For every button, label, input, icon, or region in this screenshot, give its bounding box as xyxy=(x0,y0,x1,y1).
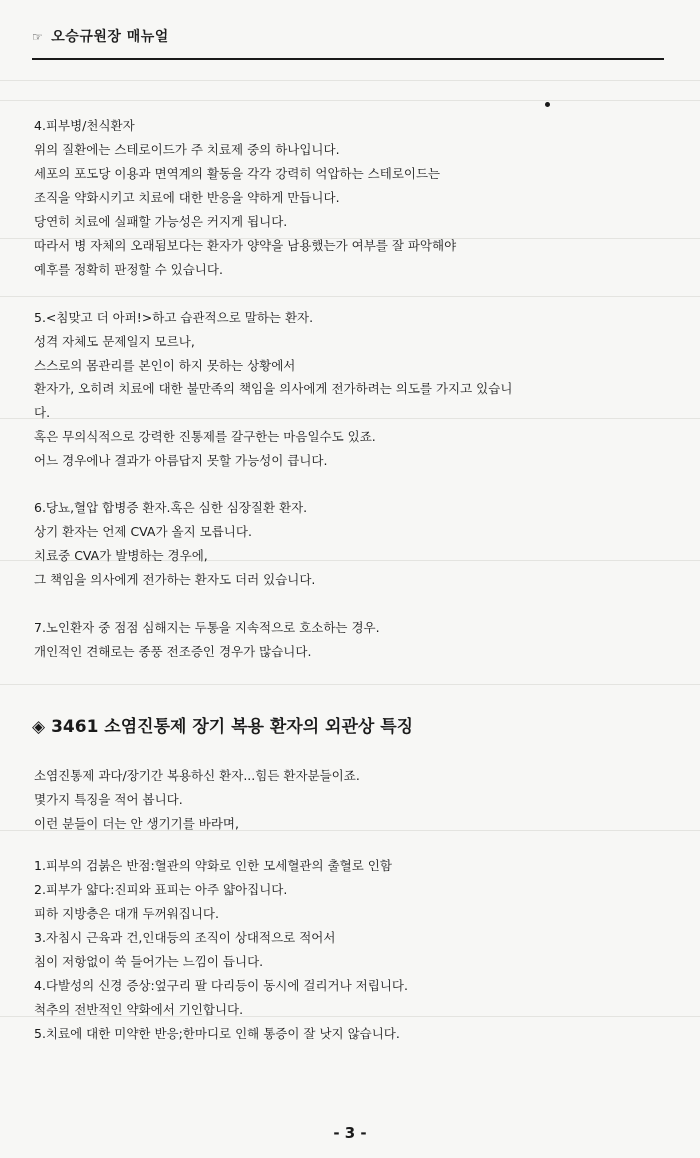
section-4-title: 4.피부병/천식환자 xyxy=(34,118,135,133)
text-line: 치료중 CVA가 발병하는 경우에, xyxy=(34,548,208,563)
intro-line: 이런 분들이 더는 안 생기기를 바라며, xyxy=(34,816,239,831)
text-line: 성격 자체도 문제일지 모르나, xyxy=(34,334,195,349)
section-5-title: 5.<침맞고 더 아퍼!>하고 습관적으로 말하는 환자. xyxy=(34,310,314,325)
text-line: 따라서 병 자체의 오래됨보다는 환자가 양약을 남용했는가 여부를 잘 파악해야 xyxy=(34,238,457,253)
text-line: 예후를 정확히 판정할 수 있습니다. xyxy=(34,262,223,277)
text-line: 어느 경우에나 결과가 아름답지 못할 가능성이 큽니다. xyxy=(34,453,328,468)
text-line: 상기 환자는 언제 CVA가 올지 모릅니다. xyxy=(34,524,252,539)
header-title: 오승규원장 매뉴얼 xyxy=(51,29,169,45)
feature-line: 5.치료에 대한 미약한 반응;한마디로 인해 통증이 잘 낫지 않습니다. xyxy=(34,1026,400,1041)
show-through xyxy=(0,296,700,297)
feature-line: 척추의 전반적인 약화에서 기인합니다. xyxy=(34,1002,244,1017)
diamond-bullet-icon: ◈ xyxy=(32,717,46,737)
section-7-title: 7.노인환자 중 점점 심해지는 두통을 지속적으로 호소하는 경우. xyxy=(34,620,380,635)
text-line: 환자가, 오히려 치료에 대한 불만족의 책임을 의사에게 전가하려는 의도를 가지고 있습니 xyxy=(34,381,513,396)
text-line: 조직을 약화시키고 치료에 대한 반응을 약하게 만듭니다. xyxy=(34,190,340,205)
text-line: 다. xyxy=(34,405,51,420)
section-heading xyxy=(32,712,413,737)
speck xyxy=(545,102,550,107)
page-number: - 3 - xyxy=(333,1124,367,1142)
pointing-hand-icon: ☞ xyxy=(32,30,44,44)
page-header xyxy=(32,26,169,46)
section-6-title: 6.당뇨,혈압 합병증 환자.혹은 심한 심장질환 환자. xyxy=(34,500,308,515)
section-heading-text: 3461 소염진통제 장기 복용 환자의 외관상 특징 xyxy=(51,717,414,737)
show-through xyxy=(0,684,700,685)
header-rule xyxy=(32,58,664,60)
text-line: 그 책임을 의사에게 전가하는 환자도 더러 있습니다. xyxy=(34,572,316,587)
feature-line: 2.피부가 얇다:진피와 표피는 아주 얇아집니다. xyxy=(34,882,288,897)
text-line: 세포의 포도당 이용과 면역계의 활동을 각각 강력히 억압하는 스테로이드는 xyxy=(34,166,441,181)
feature-line: 4.다발성의 신경 증상:엎구리 팔 다리등이 동시에 걸리거나 저립니다. xyxy=(34,978,408,993)
intro-line: 소염진통제 과다/장기간 복용하신 환자...힘든 환자분들이죠. xyxy=(34,768,360,783)
show-through xyxy=(0,100,700,101)
text-line: 혹은 무의식적으로 강력한 진통제를 갈구한는 마음일수도 있죠. xyxy=(34,429,376,444)
text-line: 당연히 치료에 실패할 가능성은 커지게 됩니다. xyxy=(34,214,288,229)
text-line: 스스로의 몸관리를 본인이 하지 못하는 상황에서 xyxy=(34,358,296,373)
text-line: 개인적인 견해로는 종풍 전조증인 경우가 많습니다. xyxy=(34,644,312,659)
feature-line: 피하 지방층은 대개 두꺼워집니다. xyxy=(34,906,219,921)
intro-line: 몇가지 특징을 적어 봅니다. xyxy=(34,792,183,807)
text-line: 위의 질환에는 스테로이드가 주 치료제 중의 하나입니다. xyxy=(34,142,340,157)
feature-line: 1.피부의 검붉은 반점:혈관의 약화로 인한 모세혈관의 출혈로 인함 xyxy=(34,858,392,873)
show-through xyxy=(0,80,700,81)
show-through xyxy=(0,418,700,419)
feature-line: 침이 저항없이 쑥 들어가는 느낌이 듭니다. xyxy=(34,954,264,969)
feature-line: 3.자침시 근육과 건,인대등의 조직이 상대적으로 적어서 xyxy=(34,930,336,945)
